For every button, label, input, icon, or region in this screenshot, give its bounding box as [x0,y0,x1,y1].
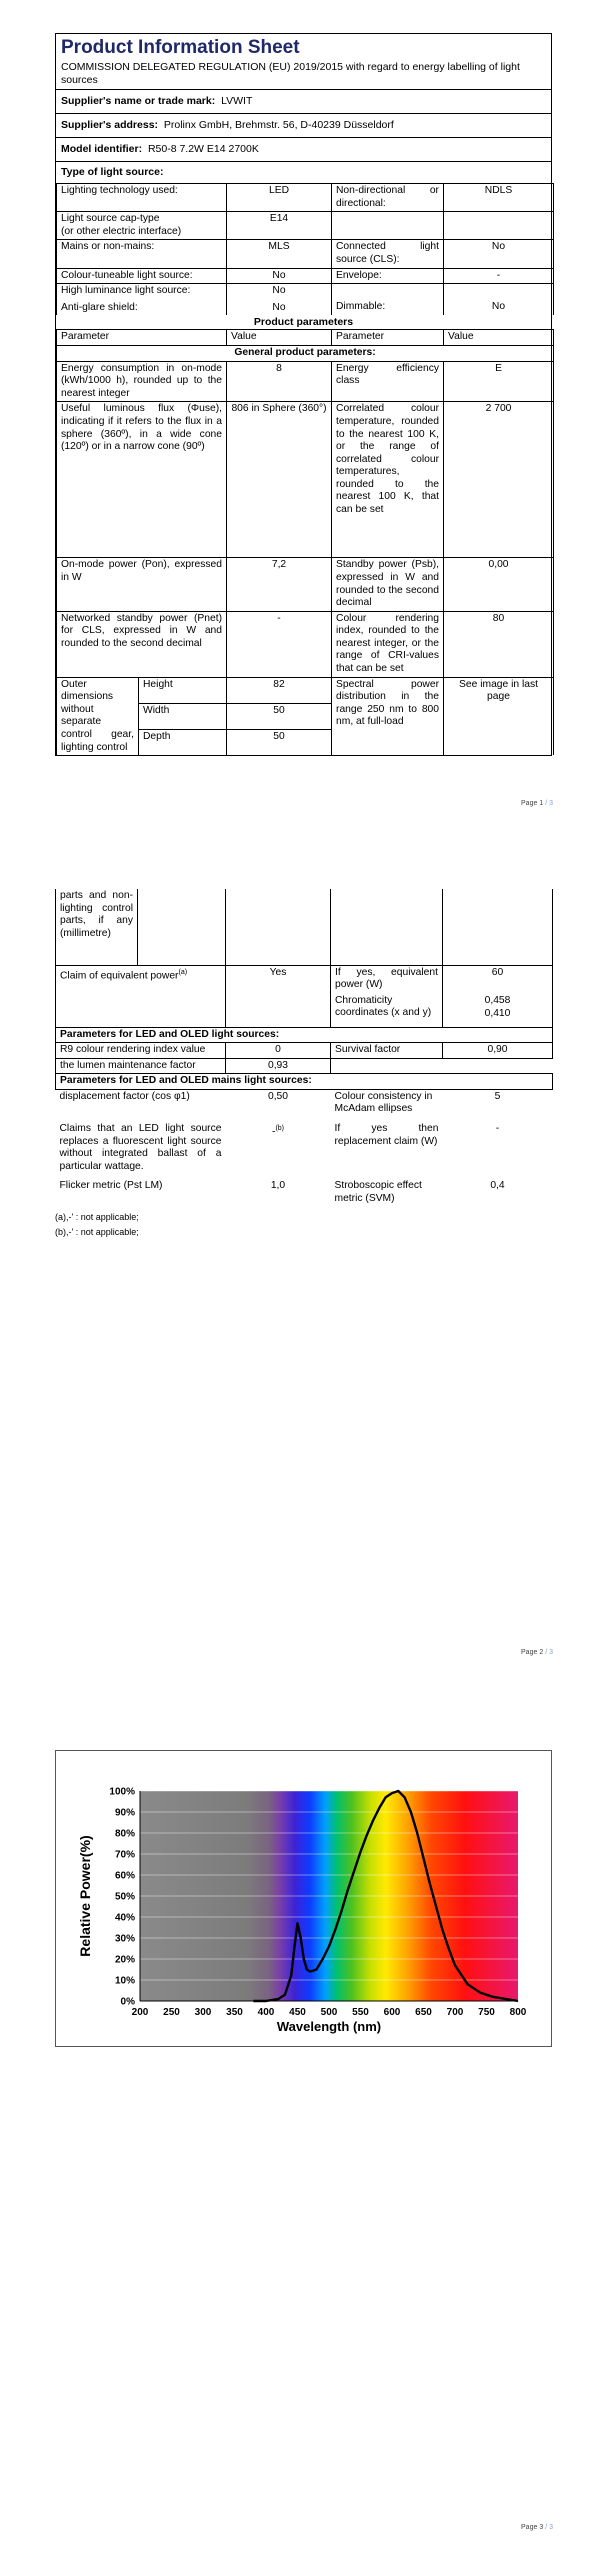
cell [57,284,227,316]
page-2 [0,853,603,1706]
y-tick-label: 20% [114,1954,135,1966]
text: Light source cap-type [61,213,160,225]
cell: 0,90 [443,1043,553,1059]
footnote-marker: (b) [275,1125,284,1133]
cell: Claims that an LED light source replaces a fluorescent light source without integrated ballast of a particular wattage. [59,1123,222,1172]
text: 0,410 [484,1007,511,1019]
text: 60 [491,966,504,978]
x-tick-label: 200 [131,2007,149,2018]
page-total: 3 [549,1649,553,1656]
cell: NDLS [444,184,554,212]
cell: Colour-tuneable light source: [57,268,227,284]
cell: Non-directional or directional: [332,184,444,212]
page-total: 3 [549,800,553,807]
cell: - [227,611,332,677]
page-label: Page [521,1649,538,1656]
cell: Energy consumption in on-mode (kWh/1000 h), rounded up to the nearest integer [57,361,227,402]
cell: Energy efficiency class [332,361,444,402]
cell: 80 [444,611,554,677]
page-number: Page 1 / 3 [521,800,553,807]
info-sheet-continued [55,889,552,1239]
x-tick-label: 800 [509,2007,527,2018]
cell: 50 [227,729,332,755]
cell [332,212,444,240]
x-tick-label: 550 [352,2007,369,2018]
y-tick-label: 10% [114,1975,135,1987]
general-heading: General product parameters: [57,345,554,361]
mains-heading: Parameters for LED and OLED mains light sources: [56,1074,553,1090]
cell: - [444,268,554,284]
cell [331,889,443,965]
footnote-a: (a),-' : not applicable; [55,1211,139,1222]
cell: If yes then replacement claim (W) [334,1123,439,1147]
cell: MLS [227,240,332,268]
y-tick-label: 70% [114,1849,135,1861]
parameters-table [56,329,554,755]
model-label: Model identifier: [61,143,143,155]
supplier-name-label: Supplier's name or trade mark: [61,95,216,107]
spectral-chart-frame [55,1750,552,2047]
cell: LED [227,184,332,212]
cell: Correlated colour temperature, rounded to the nearest 100 K, or the range of correlated colour temperatures, rounded to the nearest 100 K, that can be set [332,402,444,558]
x-tick-label: 300 [194,2007,212,2018]
text: Dimmable: [336,301,386,313]
y-tick-label: 100% [109,1786,135,1798]
page-label: Page [521,800,538,807]
cell: 5 [494,1090,501,1102]
cell [444,212,554,240]
cell: Flicker metric (Pst LM) [59,1180,163,1192]
cell: 8 [227,361,332,402]
cell: E14 [227,212,332,240]
cell [138,889,226,965]
x-axis-label: Wavelength (nm) [276,2019,382,2034]
text: If yes, equivalent power (W) [335,966,438,991]
text: Chromaticity coordinates (x and y) [335,994,432,1019]
cell: Yes [226,965,331,1027]
text: Anti-glare shield: [61,301,138,313]
x-tick-label: 650 [415,2007,432,2018]
cell: Colour rendering index, rounded to the nearest integer, or the range of CRI-values that can be set [332,611,444,677]
page-number: Page 2 / 3 [521,1649,553,1656]
model-value: R50-8 7.2W E14 2700K [147,143,259,155]
cell [331,1058,443,1074]
y-tick-label: 90% [114,1807,135,1819]
cell: 50 [227,703,332,729]
cell: the lumen maintenance factor [56,1058,226,1074]
cell: 0,4 [490,1180,505,1192]
cell [443,1058,553,1074]
cell: Lighting technology used: [57,184,227,212]
y-tick-label: 0% [120,1996,135,2008]
cell: 0 [226,1043,331,1059]
cell [332,284,444,316]
supplier-address-row [56,113,551,137]
parameters-table-continued [55,889,553,1207]
supplier-address-value: Prolinx GmbH, Brehmstr. 56, D-40239 Düsseldorf [163,119,394,131]
page-label: Page [521,2524,538,2531]
x-tick-label: 500 [320,2007,338,2018]
spectral-power-chart [56,1751,551,2046]
cell: 0,50 [267,1090,289,1102]
x-tick-label: 250 [163,2007,180,2018]
supplier-name-value: LVWIT [221,95,253,107]
cell: parts and non-lighting control parts, if any (millimetre) [56,889,138,965]
col-header: Value [444,330,554,346]
y-axis-label: Relative Power(%) [77,1835,93,1957]
x-tick-label: 400 [257,2007,275,2018]
led-heading: Parameters for LED and OLED light sources: [56,1027,553,1043]
cell [226,889,331,965]
cell: 806 in Sphere (360°) [227,402,332,558]
y-tick-label: 50% [114,1891,135,1903]
cell: Connected light source (CLS): [332,240,444,268]
text: 0,458 [484,995,511,1007]
x-tick-label: 450 [289,2007,306,2018]
cell: 0,00 [444,558,554,611]
cell: displacement factor (cos φ1) [59,1090,190,1102]
cell: Standby power (Psb), expressed in W and rounded to the second decimal [332,558,444,611]
cell [443,965,553,1027]
cell [331,965,443,1027]
light-source-table [56,183,554,315]
col-header: Parameter [332,330,444,346]
page-number: Page 3 / 3 [521,2524,553,2531]
cell [56,965,226,1027]
cell: Height [139,677,227,703]
x-tick-label: 750 [478,2007,495,2018]
info-sheet [55,33,552,756]
cell: 82 [227,677,332,703]
text: High luminance light source: [61,285,191,297]
cell: Useful luminous flux (Φuse), indicating if it refers to the flux in a sphere (360º), in a wide cone (120º) or in a narrow cone (90º) [57,402,227,558]
col-header: Value [227,330,332,346]
cell: Networked standby power (Pnet) for CLS, expressed in W and rounded to the second decimal [57,611,227,677]
supplier-name-row [56,89,551,113]
cell: Outer dimensions without separate control gear, lighting control [57,677,139,755]
cell: Depth [139,729,227,755]
model-row [56,137,551,161]
cell [444,284,554,316]
y-tick-label: 30% [114,1933,135,1945]
footnote-b: (b),-' : not applicable; [55,1226,139,1237]
cell: Width [139,703,227,729]
page-title: Product Information Sheet [61,37,300,58]
text: No [491,301,506,313]
y-tick-label: 80% [114,1828,135,1840]
x-tick-label: 700 [446,2007,464,2018]
cell: Colour consistency in McAdam ellipses [334,1090,433,1115]
cell: R9 colour rendering index value [56,1043,226,1059]
y-tick-label: 40% [114,1912,135,1924]
cell: See image in last page [444,677,554,755]
x-tick-label: 350 [226,2007,243,2018]
cell [57,212,227,240]
cell [443,889,553,965]
text: No [272,285,286,297]
cell: - [495,1123,500,1135]
cell: Spectral power distribution in the range 250 nm to 800 nm, at full-load [332,677,444,755]
x-tick-label: 600 [383,2007,401,2018]
cell: Stroboscopic effect metric (SVM) [334,1180,422,1205]
cell [227,284,332,316]
cell: 1,0 [270,1180,286,1192]
cell: Mains or non-mains: [57,240,227,268]
cell: On-mode power (Pon), expressed in W [57,558,227,611]
text: Claim of equivalent power [60,969,179,981]
cell: E [444,361,554,402]
page-current: 3 [539,2524,544,2531]
page-current: 2 [539,1649,544,1656]
cell: No [227,268,332,284]
page-1 [0,0,603,853]
text: - [272,1126,276,1138]
cell: Envelope: [332,268,444,284]
cell: 0,93 [226,1058,331,1074]
light-source-type-heading: Type of light source: [56,161,551,183]
product-parameters-heading: Product parameters [253,316,354,329]
page-current: 1 [539,800,544,807]
cell [226,1117,331,1174]
footnote-marker: (a) [178,968,188,976]
y-tick-label: 60% [114,1870,135,1882]
col-header: Parameter [57,330,227,346]
supplier-address-label: Supplier's address: [61,119,159,131]
cell: No [444,240,554,268]
text: No [272,301,286,313]
page-total: 3 [549,2524,553,2531]
regulation-text: COMMISSION DELEGATED REGULATION (EU) 2019/2015 with regard to energy labelling of light sources [61,61,520,86]
cell: 7,2 [227,558,332,611]
cell: Survival factor [331,1043,443,1059]
text: (or other electric interface) [61,225,182,237]
cell: 2 700 [444,402,554,558]
